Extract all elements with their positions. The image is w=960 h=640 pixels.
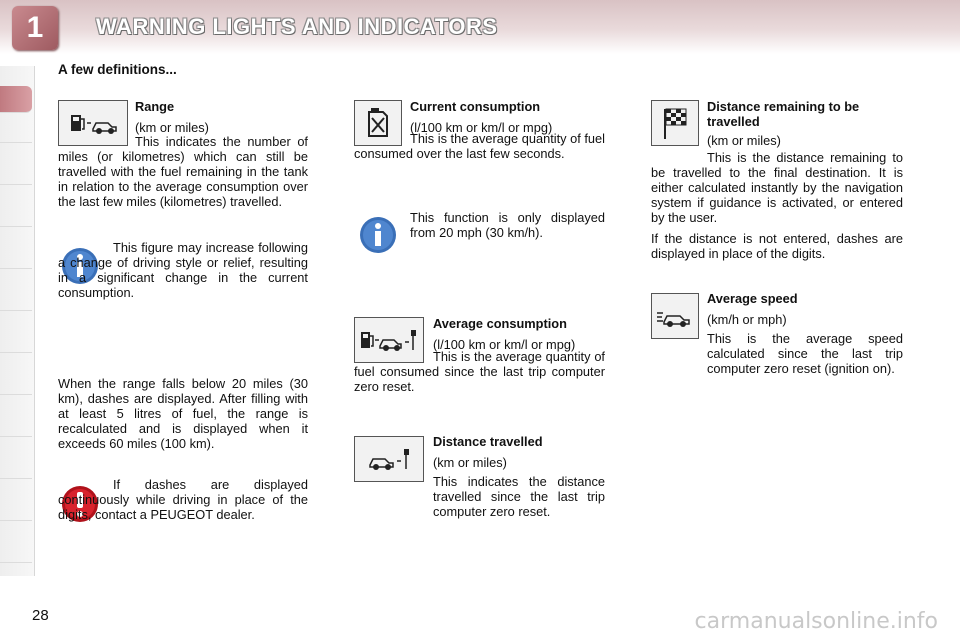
chapter-tab[interactable] [0, 284, 32, 311]
header-title: WARNING LIGHTS AND INDICATORS [96, 14, 498, 39]
chapter-number: 1 [12, 6, 58, 50]
distance-remaining-block [707, 99, 903, 152]
chapter-tab-strip [0, 66, 35, 576]
chapter-tab[interactable] [0, 200, 32, 227]
distance-remaining-text2: If the distance is not entered, dashes are displayed in place of the digits. [651, 231, 903, 261]
chapter-tab[interactable] [0, 242, 32, 269]
section-title: A few definitions... [58, 62, 177, 77]
distance-travelled-unit: (km or miles) [433, 455, 507, 470]
average-speed-text: This is the average speed calculated since the last trip computer zero reset (ignition on). [707, 331, 903, 376]
chapter-tab[interactable] [0, 326, 32, 353]
chapter-tab[interactable] [0, 410, 32, 437]
average-speed-title: Average speed [707, 291, 798, 306]
average-speed-unit: (km/h or mph) [707, 312, 787, 327]
range-block [135, 99, 308, 139]
speed-car-icon [651, 293, 699, 339]
chapter-tab-active[interactable] [0, 86, 32, 113]
info-icon [358, 215, 398, 255]
current-consumption-title: Current consumption [410, 99, 541, 114]
distance-travelled-title: Distance travelled [433, 434, 543, 449]
current-consumption-text-wrap [354, 131, 605, 161]
range-text-wrap [58, 134, 308, 209]
info-current-wrap [410, 210, 605, 240]
average-consumption-text: This is the average quantity of fuel consumed since the last trip computer zero reset. [354, 349, 605, 394]
range-text: This indicates the number of miles (or kilometres) which can still be travelled with the fuel remaining in the tank in relation to the average consumption over the last few miles (kilometres) travelled. [58, 134, 308, 209]
distance-remaining-text: This is the distance remaining to be travelled to the final destination. It is either calculated instantly by the navigation system if guidance is activated, or entered by the user. [651, 150, 903, 225]
page-header [0, 0, 960, 54]
distance-travelled-text: This indicates the distance travelled since the last trip computer zero reset. [433, 474, 605, 519]
range-dashes-wrap [58, 376, 308, 451]
average-consumption-title: Average consumption [433, 316, 567, 331]
info-current-text: This function is only displayed from 20 mph (30 km/h). [410, 210, 605, 240]
distance-remaining-text-wrap [651, 150, 903, 261]
checkered-flag-icon [651, 100, 699, 146]
average-consumption-unit: (l/100 km or km/l or mpg) [433, 337, 576, 352]
range-title: Range [135, 99, 175, 114]
distance-remaining-title: Distance remaining to be travelled [707, 99, 860, 129]
chapter-tab[interactable] [0, 368, 32, 395]
distance-travelled-block [433, 434, 605, 519]
info-range-text: This figure may increase following a change of driving style or relief, resulting in a significant change in the current consumption. [58, 240, 308, 300]
range-dashes-text: When the range falls below 20 miles (30 km), dashes are displayed. After filling with at least 5 litres of fuel, the range is recalculated and is displayed when it exceeds 60 miles (100 km). [58, 376, 308, 451]
current-consumption-text: This is the average quantity of fuel consumed over the last few seconds. [354, 131, 605, 161]
chapter-tab[interactable] [0, 494, 32, 521]
page-number: 28 [32, 607, 49, 624]
chapter-tab[interactable] [0, 536, 32, 563]
distance-remaining-unit: (km or miles) [707, 133, 781, 148]
car-flag-icon [354, 436, 424, 482]
current-consumption-unit: (l/100 km or km/l or mpg) [410, 120, 553, 135]
chapter-tab[interactable] [0, 158, 32, 185]
watermark: carmanualsonline.info [694, 609, 938, 634]
range-unit: (km or miles) [135, 120, 209, 135]
average-speed-block [707, 291, 903, 376]
warning-text: If dashes are displayed continuously while driving in place of the digits, contact a PEUGEOT dealer. [58, 477, 308, 522]
info-range-wrap [58, 240, 308, 300]
average-consumption-text-wrap [354, 349, 605, 394]
chapter-tab[interactable] [0, 116, 32, 143]
chapter-tab[interactable] [0, 452, 32, 479]
warning-wrap [58, 477, 308, 522]
